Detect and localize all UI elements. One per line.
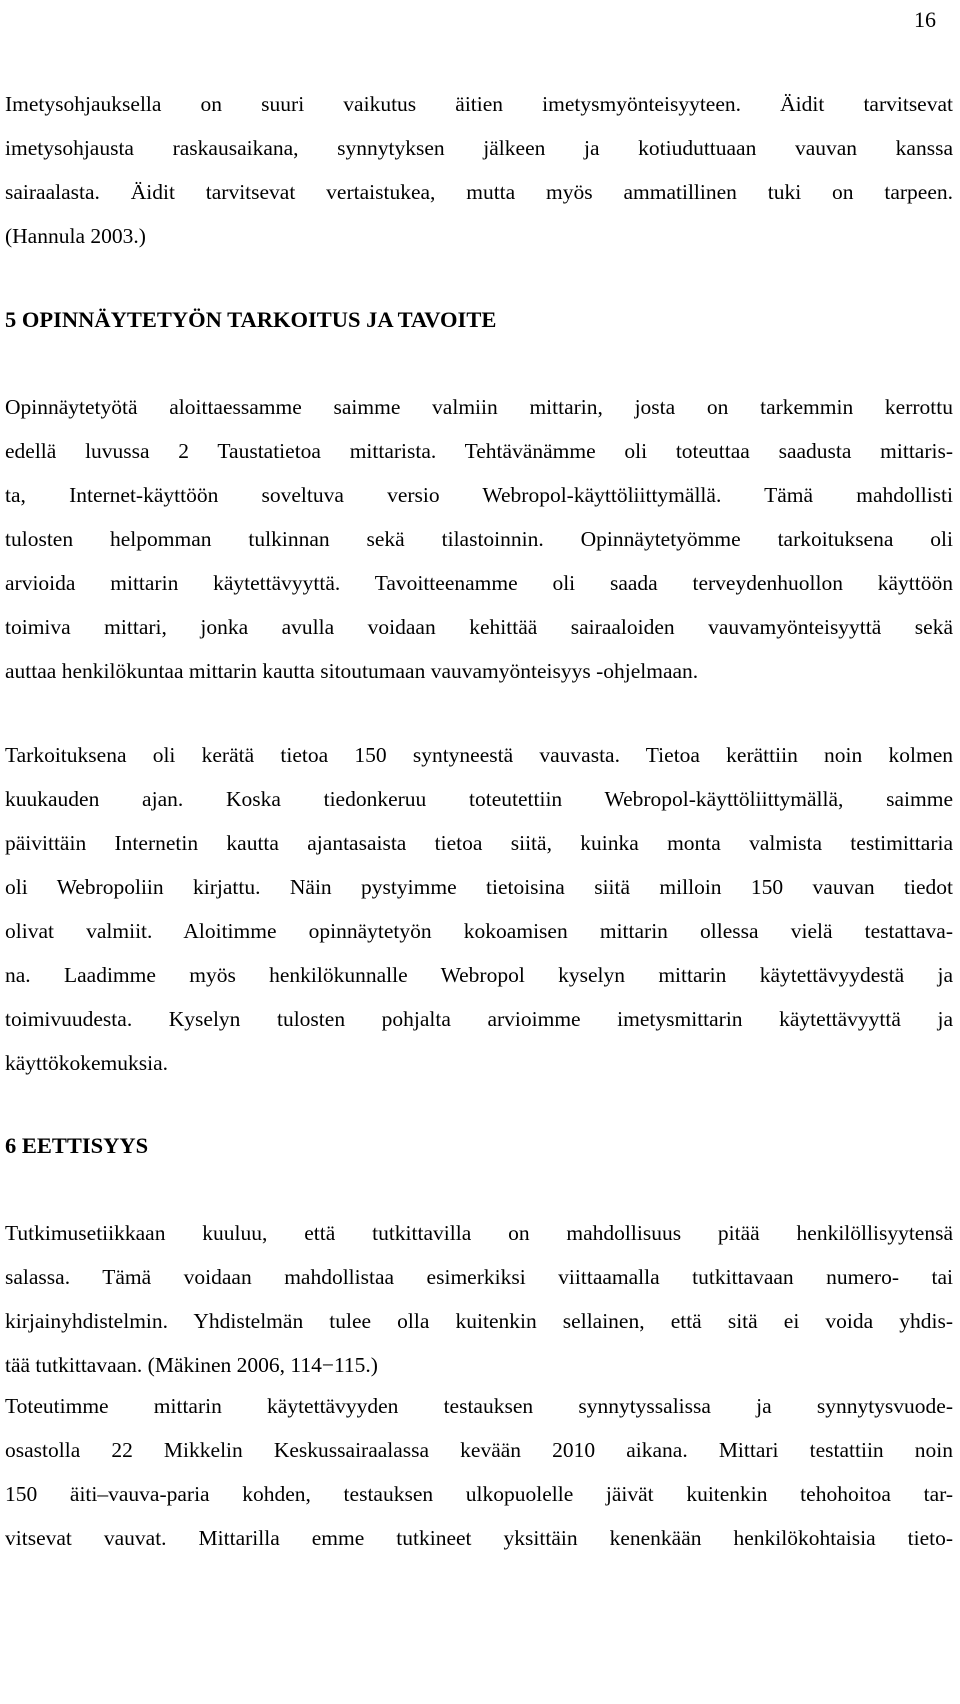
section-heading-5: 5 OPINNÄYTETYÖN TARKOITUS JA TAVOITE: [5, 307, 497, 332]
text-line: vitsevat vauvat. Mittarilla emme tutkineet yksittäin kenenkään henkilökohtaisia tieto-: [5, 1526, 953, 1550]
text-line: edellä luvussa 2 Taustatietoa mittarista. Tehtävänämme oli toteuttaa saadusta mittaris-: [5, 439, 953, 463]
text-line: na. Laadimme myös henkilökunnalle Webropol kyselyn mittarin käytettävyydestä ja: [5, 963, 953, 987]
text-line: ta, Internet-käyttöön soveltuva versio Webropol-käyttöliittymällä. Tämä mahdollisti: [5, 483, 953, 507]
text-line: osastolla 22 Mikkelin Keskussairaalassa kevään 2010 aikana. Mittari testattiin noin: [5, 1438, 953, 1462]
text-line: Tutkimusetiikkaan kuuluu, että tutkittavilla on mahdollisuus pitää henkilöllisyytensä: [5, 1221, 953, 1245]
text-line: kirjainyhdistelmin. Yhdistelmän tulee olla kuitenkin sellainen, että sitä ei voida yhdis-: [5, 1309, 953, 1333]
paragraph-section5-1: [5, 385, 953, 693]
text-line: auttaa henkilökuntaa mittarin kautta sitoutumaan vauvamyönteisyys -ohjelmaan.: [5, 659, 699, 683]
text-line: Toteutimme mittarin käytettävyyden testauksen synnytyssalissa ja synnytysvuode-: [5, 1394, 953, 1418]
paragraph-section6-1: [5, 1211, 953, 1387]
text-line: tää tutkittavaan. (Mäkinen 2006, 114−115.): [5, 1353, 378, 1377]
text-line: 150 äiti–vauva-paria kohden, testauksen ulkopuolelle jäivät kuitenkin tehohoitoa tar-: [5, 1482, 953, 1506]
text-line: sairaalasta. Äidit tarvitsevat vertaistukea, mutta myös ammatillinen tuki on tarpeen.: [5, 180, 953, 204]
text-line: käyttökokemuksia.: [5, 1051, 169, 1075]
paragraph-section5-2: [5, 733, 953, 1085]
text-line: Opinnäytetyötä aloittaessamme saimme valmiin mittarin, josta on tarkemmin kerrottu: [5, 395, 953, 419]
text-line: tulosten helpomman tulkinnan sekä tilastoinnin. Opinnäytetyömme tarkoituksena oli: [5, 527, 953, 551]
paragraph-section6-2: [5, 1384, 953, 1560]
text-line: kuukauden ajan. Koska tiedonkeruu toteutettiin Webropol-käyttöliittymällä, saimme: [5, 787, 953, 811]
text-line: toimiva mittari, jonka avulla voidaan kehittää sairaaloiden vauvamyönteisyyttä sekä: [5, 615, 953, 639]
text-line: Tarkoituksena oli kerätä tietoa 150 syntyneestä vauvasta. Tietoa kerättiin noin kolmen: [5, 743, 953, 767]
text-line: Imetysohjauksella on suuri vaikutus äitien imetysmyönteisyyteen. Äidit tarvitsevat: [5, 92, 953, 116]
text-line: oli Webropoliin kirjattu. Näin pystyimme tietoisina siitä milloin 150 vauvan tiedot: [5, 875, 953, 899]
text-line: päivittäin Internetin kautta ajantasaista tietoa siitä, kuinka monta valmista testimittaria: [5, 831, 953, 855]
text-line: (Hannula 2003.): [5, 224, 146, 248]
text-line: imetysohjausta raskausaikana, synnytyksen jälkeen ja kotiuduttuaan vauvan kanssa: [5, 136, 953, 160]
text-line: toimivuudesta. Kyselyn tulosten pohjalta arvioimme imetysmittarin käytettävyyttä ja: [5, 1007, 953, 1031]
text-line: olivat valmiit. Aloitimme opinnäytetyön kokoamisen mittarin ollessa vielä testattava-: [5, 919, 953, 943]
text-line: salassa. Tämä voidaan mahdollistaa esimerkiksi viittaamalla tutkittavaan numero- tai: [5, 1265, 953, 1289]
text-line: arvioida mittarin käytettävyyttä. Tavoitteenamme oli saada terveydenhuollon käyttöön: [5, 571, 953, 595]
section-heading-6: 6 EETTISYYS: [5, 1133, 149, 1158]
page-number: 16: [914, 7, 936, 32]
paragraph-intro: [5, 82, 953, 258]
